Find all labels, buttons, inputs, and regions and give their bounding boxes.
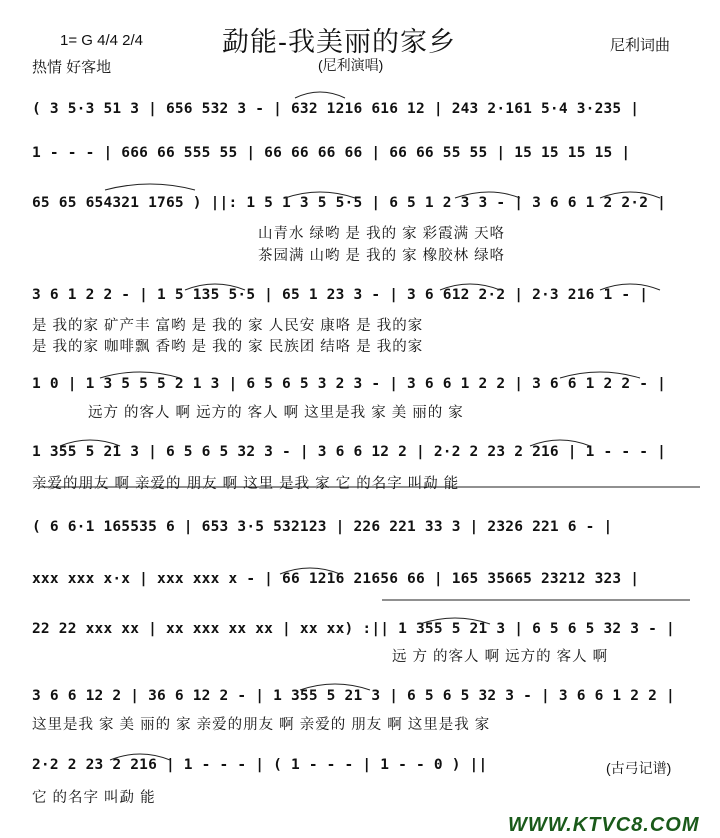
slur-mark xyxy=(455,192,520,198)
notation-row: xxx xxx x·x | xxx xxx x - | 66 1216 21656 66 | 165 35665 23212 323 | xyxy=(32,571,640,587)
slur-mark xyxy=(440,284,500,290)
notation-row: 22 22 xxx xx | xx xxx xx xx | xx xx) :|| 1 355 5 21 3 | 6 5 6 5 32 3 - | xyxy=(32,621,675,637)
notation-row: 65 65 654321 1765 ) ||: 1 5 1 3 5 5·5 | 6 5 1 2 3 3 - | 3 6 6 1 2 2·2 | xyxy=(32,195,667,211)
notation-row: ( 6 6·1 165535 6 | 653 3·5 532123 | 226 221 33 3 | 2326 221 6 - | xyxy=(32,519,613,535)
slur-mark xyxy=(105,184,195,190)
notation-row: 3 6 1 2 2 - | 1 5 135 5·5 | 65 1 23 3 - | 3 6 612 2·2 | 2·3 216 1 - | xyxy=(32,287,649,303)
transcriber-credit: (古弓记谱) xyxy=(606,760,672,776)
notation-row: 2·2 2 23 2 216 | 1 - - - | ( 1 - - - | 1 - - 0 ) || xyxy=(32,757,488,773)
slur-mark xyxy=(280,568,340,574)
lyric-line: 这里是我 家 美 丽的 家 亲爱的朋友 啊 亲爱的 朋友 啊 这里是我 家 xyxy=(32,717,491,733)
notation-row: 1 - - - | 666 66 555 55 | 66 66 66 66 | 66 66 55 55 | 15 15 15 15 | xyxy=(32,145,631,161)
site-watermark: WWW.KTVC8.COM xyxy=(508,814,700,836)
lyric-line: 远 方 的客人 啊 远方的 客人 啊 xyxy=(392,649,609,665)
slur-mark xyxy=(600,284,660,290)
slur-mark xyxy=(530,440,590,446)
slur-mark xyxy=(600,192,660,198)
slur-mark xyxy=(560,372,640,378)
tempo-mood: 热情 好客地 xyxy=(32,59,112,76)
lyric-line: 它 的名字 叫勐 能 xyxy=(32,790,156,806)
song-title: 勐能-我美丽的家乡 xyxy=(222,27,456,57)
notation-row: 1 355 5 21 3 | 6 5 6 5 32 3 - | 3 6 6 12 2 | 2·2 2 23 2 216 | 1 - - - | xyxy=(32,444,667,460)
lyric-line: 是 我的家 矿产丰 富哟 是 我的 家 人民安 康咯 是 我的家 xyxy=(32,318,424,334)
slur-mark xyxy=(60,440,120,446)
slur-mark xyxy=(285,192,355,198)
lyric-line: 远方 的客人 啊 远方的 客人 啊 这里是我 家 美 丽的 家 xyxy=(88,405,464,421)
slur-mark xyxy=(185,284,245,290)
lyric-line: 茶园满 山哟 是 我的 家 橡胶林 绿咯 xyxy=(258,248,506,264)
composer-credit: 尼利词曲 xyxy=(610,37,671,54)
notation-row: 1 0 | 1 3 5 5 5 2 1 3 | 6 5 6 5 3 2 3 - | 3 6 6 1 2 2 | 3 6 6 1 2 2 - | xyxy=(32,376,667,392)
lyric-line: 是 我的家 咖啡飘 香哟 是 我的 家 民族团 结咯 是 我的家 xyxy=(32,339,424,355)
slur-mark xyxy=(300,684,370,690)
notation-row: 3 6 6 12 2 | 36 6 12 2 - | 1 355 5 21 3 | 6 5 6 5 32 3 - | 3 6 6 1 2 2 | xyxy=(32,688,675,704)
slur-mark xyxy=(295,92,345,98)
slur-mark xyxy=(420,618,490,624)
lyric-line: 山青水 绿哟 是 我的 家 彩霞满 天咯 xyxy=(258,226,506,242)
notation-row: ( 3 5·3 51 3 | 656 532 3 - | 632 1216 616 12 | 243 2·161 5·4 3·235 | xyxy=(32,101,640,117)
lyric-line: 亲爱的朋友 啊 亲爱的 朋友 啊 这里 是我 家 它 的名字 叫勐 能 xyxy=(32,476,460,492)
slur-mark xyxy=(100,372,180,378)
key-signature: 1= G 4/4 2/4 xyxy=(60,32,143,49)
slur-mark xyxy=(110,754,170,760)
singer-credit: (尼利演唱) xyxy=(318,57,384,73)
